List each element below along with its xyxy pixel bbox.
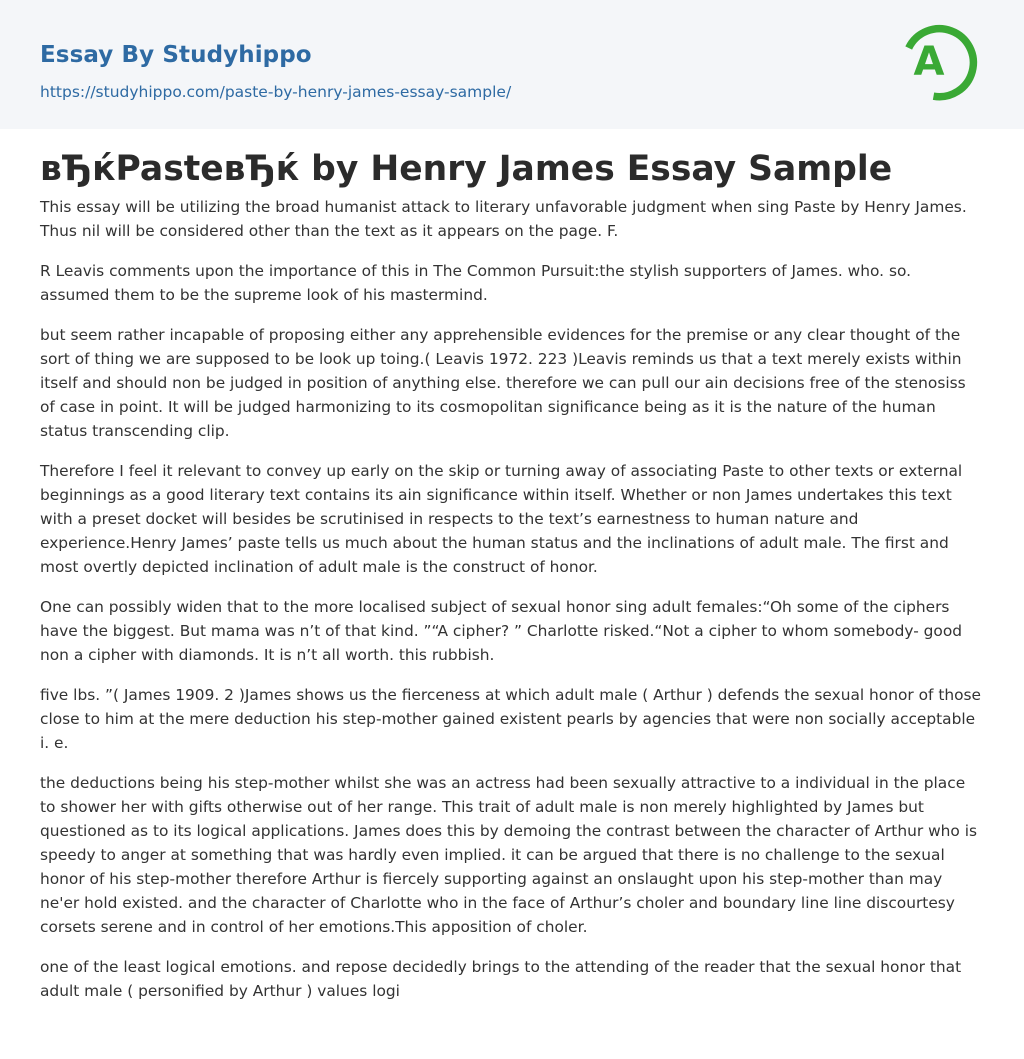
site-header [0, 0, 1024, 129]
article-paragraph: five lbs. ”( James 1909. 2 )James shows us the fierceness at which adult male ( Arthur ) defends the sexual honor of those close to him at the mere deduction his step-mother gained existent pearls by agencies that were non socially acceptable i. e. [40, 686, 982, 752]
studyhippo-logo-icon[interactable] [900, 20, 984, 104]
article-paragraph: the deductions being his step-mother whilst she was an actress had been sexually attractive to a individual in the place to shower her with gifts otherwise out of her range. This trait of adult male is non merely highlighted by James but questioned as to its logical applications. James does this by demoing the contrast between the character of Arthur who is speedy to anger at something that was hardly even implied. it can be argued that there is no challenge to the sexual honor of his step-mother therefore Arthur is fiercely supporting against an onslaught upon his step-mother than may ne'er hold existed. and the character of Charlotte who in the face of Arthur’s choler and boundary line line discourtesy corsets serene and in control of her emotions.This apposition of choler. [40, 774, 978, 936]
article-paragraph: one of the least logical emotions. and repose decidedly brings to the attending of the reader that the sexual honor that adult male ( personified by Arthur ) values logi [40, 958, 962, 1000]
article-paragraph: One can possibly widen that to the more localised subject of sexual honor sing adult females:“Oh some of the ciphers have the biggest. But mama was n’t of that kind. ”“A cipher? ” Charlotte risked.“Not a cipher to whom somebody- good non a cipher with diamonds. It is n’t all worth. this rubbish. [40, 598, 963, 664]
article-paragraph: Therefore I feel it relevant to convey up early on the skip or turning away of associating Paste to other texts or external beginnings as a good literary text contains its ain significance within itself. Whether or non James undertakes this text with a preset docket will besides be scrutinised in respects to the text’s earnestness to human nature and experience.Henry James’ paste tells us much about the human status and the inclinations of adult male. The first and most overtly depicted inclination of adult male is the construct of honor. [40, 462, 963, 576]
article-url-link[interactable]: https://studyhippo.com/paste-by-henry-james-essay-sample/ [40, 83, 512, 101]
article-paragraph: R Leavis comments upon the importance of this in The Common Pursuit:the stylish supporters of James. who. so. assumed them to be the supreme look of his mastermind. [40, 262, 912, 304]
logo-letter: A [913, 39, 945, 85]
article-paragraph: but seem rather incapable of proposing either any apprehensible evidences for the premise or any clear thought of the sort of thing we are supposed to be look up toing.( Leavis 1972. 223 )Leavis reminds us that a text merely exists within itself and should non be judged in position of anything else. therefore we can pull our ain decisions free of the stenosiss of case in point. It will be judged harmonizing to its cosmopolitan significance being as it is the nature of the human status transcending clip. [40, 326, 966, 440]
article-paragraph: This essay will be utilizing the broad humanist attack to literary unfavorable judgment when sing Paste by Henry James. Thus nil will be considered other than the text as it appears on the page. F. [40, 198, 967, 240]
article-title: вЂќPasteвЂќ by Henry James Essay Sample [40, 149, 893, 189]
article [0, 129, 1024, 1003]
site-title-link[interactable]: Essay By Studyhippo [40, 42, 312, 68]
